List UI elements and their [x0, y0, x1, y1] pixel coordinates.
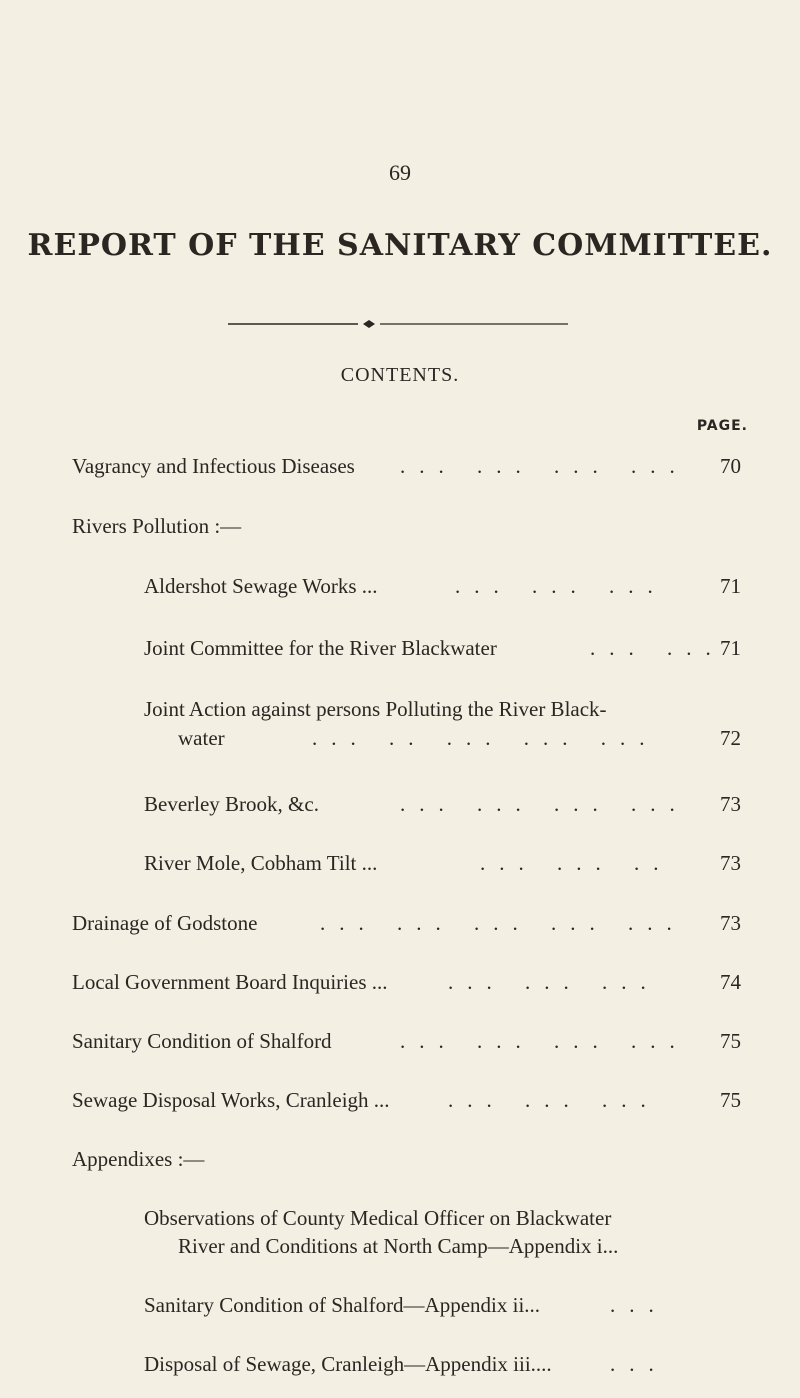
entry-leader: ... .. ... ... ...: [312, 726, 659, 750]
entry-leader: ... ... ...: [448, 970, 660, 994]
entry-leader: ... ... ... ...: [400, 1029, 689, 1053]
entry-text: River and Conditions at North Camp—Appendix i...: [178, 1234, 619, 1258]
divider-ornament-icon: [228, 320, 568, 328]
entry-page: 73: [720, 911, 741, 935]
entry-page: 70: [720, 454, 741, 478]
report-title: REPORT OF THE SANITARY COMMITTEE.: [27, 228, 773, 263]
entry-page: 73: [720, 792, 741, 816]
entry-text: Disposal of Sewage, Cranleigh—Appendix iii....: [144, 1352, 552, 1376]
page-column-heading: PAGE.: [696, 418, 748, 434]
entry-page: 75: [720, 1029, 741, 1053]
entry-page: 75: [720, 1088, 741, 1112]
entry-page: 72: [720, 726, 741, 750]
entry-text: Drainage of Godstone: [72, 911, 258, 935]
entry-text: Rivers Pollution :—: [72, 514, 242, 538]
entry-leader: ... ...: [590, 636, 725, 660]
entry-leader: ... ... ... ...: [400, 454, 689, 478]
entry-page: 73: [720, 851, 741, 875]
entry-leader: ... ... ...: [455, 574, 667, 598]
entry-page: 71: [720, 574, 741, 598]
entry-leader: ...: [610, 1352, 668, 1376]
entry-text: Joint Committee for the River Blackwater: [144, 636, 497, 660]
entry-leader: ... ... ... ... ...: [320, 911, 686, 935]
entry-text: Appendixes :—: [72, 1147, 205, 1171]
entry-text: River Mole, Cobham Tilt ...: [144, 851, 378, 875]
entry-text: water: [178, 726, 225, 750]
page-number: 69: [389, 160, 411, 185]
entry-leader: ... ... ..: [480, 851, 673, 875]
entry-text: Aldershot Sewage Works ...: [144, 574, 378, 598]
entry-text: Local Government Board Inquiries ...: [72, 970, 388, 994]
entry-text: Sanitary Condition of Shalford: [72, 1029, 332, 1053]
entry-leader: ... ... ... ...: [400, 792, 689, 816]
entry-page: 74: [720, 970, 741, 994]
entry-text: Sanitary Condition of Shalford—Appendix ii...: [144, 1293, 541, 1317]
entry-text: Joint Action against persons Polluting the River Black-: [144, 697, 607, 721]
entry-text: Beverley Brook, &c.: [144, 792, 319, 816]
entry-text: Sewage Disposal Works, Cranleigh ...: [72, 1088, 390, 1112]
entry-text: Observations of County Medical Officer on Blackwater: [144, 1206, 612, 1230]
entry-page: 71: [720, 636, 741, 660]
contents-heading: CONTENTS.: [340, 364, 460, 386]
entry-leader: ... ... ...: [448, 1088, 660, 1112]
entry-leader: ...: [610, 1293, 668, 1317]
entry-text: Vagrancy and Infectious Diseases: [72, 454, 355, 478]
